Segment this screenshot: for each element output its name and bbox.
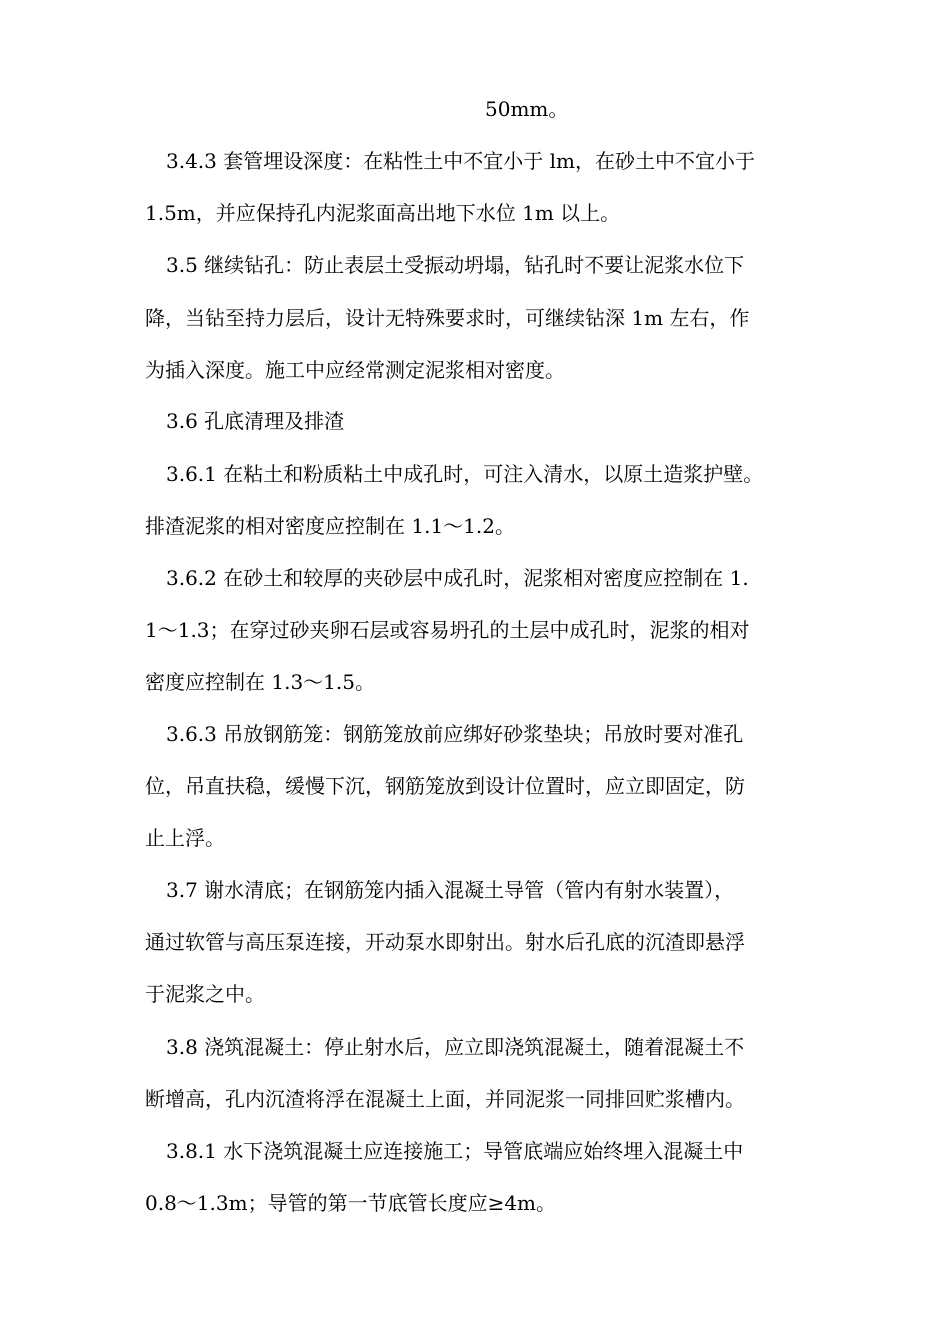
text-line: 3.7 谢水清底；在钢筋笼内插入混凝土导管（管内有射水装置）， [166,878,735,902]
text-line: 1～1.3；在穿过砂夹卵石层或容易坍孔的土层中成孔时，泥浆的相对 [145,618,750,642]
text-line: 3.6 孔底清理及排渣 [166,409,345,433]
text-line: 3.6.3 吊放钢筋笼：钢筋笼放前应绑好砂浆垫块；吊放时要对准孔 [166,722,744,746]
text-line: 降，当钻至持力层后，设计无特殊要求时，可继续钻深 1m 左右，作 [145,306,750,330]
text-line: 于泥浆之中。 [145,982,265,1006]
text-line: 3.5 继续钻孔：防止表层土受振动坍塌，钻孔时不要让泥浆水位下 [166,253,745,277]
text-line: 排渣泥浆的相对密度应控制在 1.1～1.2。 [145,514,515,538]
text-line: 3.6.1 在粘土和粉质粘土中成孔时，可注入清水，以原土造浆护壁。 [166,462,764,486]
text-line: 3.8 浇筑混凝土：停止射水后，应立即浇筑混凝土，随着混凝土不 [166,1035,745,1059]
text-line: 3.4.3 套管埋设深度：在粘性土中不宜小于 lm，在砂土中不宜小于 [166,149,755,173]
text-line: 0.8～1.3m；导管的第一节底管长度应≥4m。 [145,1191,557,1215]
text-line: 位，吊直扶稳，缓慢下沉，钢筋笼放到设计位置时，应立即固定，防 [145,774,745,798]
text-line: 断增高，孔内沉渣将浮在混凝土上面，并同泥浆一同排回贮浆槽内。 [145,1087,745,1111]
text-line: 通过软管与高压泵连接，开动泵水即射出。射水后孔底的沉渣即悬浮 [145,930,745,954]
text-line: 1.5m，并应保持孔内泥浆面高出地下水位 1m 以上。 [145,201,621,225]
text-line: 为插入深度。施工中应经常测定泥浆相对密度。 [145,358,565,382]
text-line: 3.8.1 水下浇筑混凝土应连接施工；导管底端应始终埋入混凝土中 [166,1139,744,1163]
text-line: 密度应控制在 1.3～1.5。 [145,670,375,694]
text-line: 3.6.2 在砂土和较厚的夹砂层中成孔时，泥浆相对密度应控制在 1. [166,566,749,590]
text-line: 止上浮。 [145,826,225,850]
text-line: 50mm。 [485,97,569,121]
